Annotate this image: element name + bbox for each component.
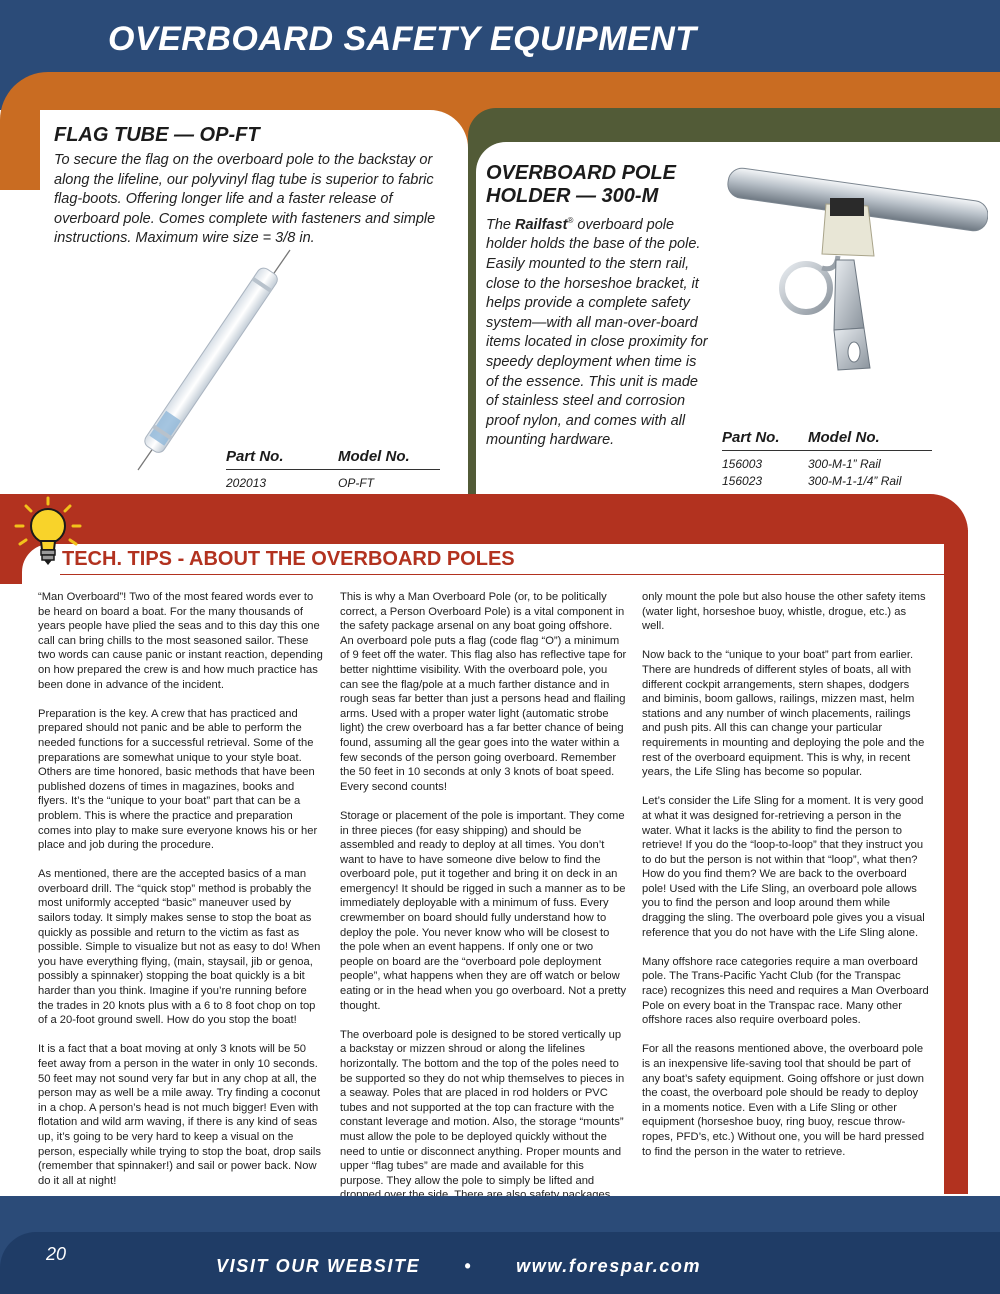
flag-tube-image bbox=[118, 248, 318, 478]
flag-tube-parts-table bbox=[226, 448, 440, 490]
part-no-header: Part No. bbox=[226, 448, 284, 465]
tech-tips-heading: TECH. TIPS - ABOUT THE OVERBOARD POLES bbox=[62, 548, 515, 570]
model-no-cell: OP-FT bbox=[338, 476, 374, 490]
desc-prefix: The bbox=[486, 216, 516, 233]
paragraph: “Man Overboard”! Two of the most feared words ever to be heard on board a boat. For the many thousands of years people have plied the seas and to this day this one call can bring chills to the most seasoned sailor. These two words can cause panic or instant reaction, depending on how prepared the crew is and how much practice has been done in advance of the incident. bbox=[38, 591, 323, 691]
paragraph: Now back to the “unique to your boat” part from earlier. There are hundreds of different styles of boats, all with different cockpit arrangements, stern shapes, dodgers and biminis, boom gallows, railings, mizzen mast, helm stations and any number of winch placements, railings and push pits. All this can change your particular requirements in mounting and deploying the pole and the rest of the overboard equipment. This is why, in recent years, the Life Sling has become so popular. bbox=[642, 649, 925, 779]
paragraph: Many offshore race categories require a man overboard pole. The Trans-Pacific Yacht Club (for the Transpac race) recognizes this need and requires a Man Overboard Pole on every boat in the Transpac race. Many other offshore races also require overboard poles. bbox=[642, 955, 929, 1027]
paragraph: This is why a Man Overboard Pole (or, to be politically correct, a Person Overboard Pole) is a vital component in the safety package arsenal on any boat going offshore. An overboard pole puts a flag (code flag “O”) a minimum of 9 feet off the water. This flag also has reflective tape for better nighttime visibility. With the overboard pole, you can see the flag/pole at a much farther distance and in rough seas far better than just a persons head and flailing arms. Used with a proper water light (automatic strobe light) the crew overboard has a far better chance of being found, assuming all the gear goes into the water within a few seconds of the person going overboard. Remember the 50 feet in 10 seconds at only 3 knots of boat speed. Every second counts! bbox=[340, 591, 627, 793]
part-no-cell: 156003 bbox=[722, 457, 763, 471]
pole-holder-parts-table bbox=[722, 429, 932, 488]
table-row bbox=[226, 476, 440, 490]
page-number: 20 bbox=[46, 1244, 67, 1264]
table-row bbox=[722, 457, 932, 471]
tips-column-1 bbox=[38, 590, 325, 1203]
tips-column-3 bbox=[642, 590, 929, 1174]
paragraph: Preparation is the key. A crew that has practiced and prepared should not panic and be able to perform the needed functions for a successful retrieval. Some of the preparations are somewhat unique to your style boat. Others are time honored, basic methods that have been published dozens of times in magazines, books and flyers. It’s the “unique to your boat” part that can be a problem. This is where the practice and preparation comes into play to make sure everyone knows his or her place and job during the procedure. bbox=[38, 707, 318, 852]
paragraph: The overboard pole is designed to be stored vertically up a backstay or mizzen shroud or along the lifelines horizontally. The bottom and the top of the poles need to be supported so they do not whip themselves to pieces in a seaway. Poles that are placed in rod holders or PVC tubes and not supported at the top can fracture with the constant leverage and motion. Also, the storage “mounts” must allow the pole to be deployed quickly without the need to untie or disconnect anything. Proper mounts and upper “flag tubes” are made and available for this purpose. They allow the pole to simply be lifted and bbox=[340, 1028, 625, 1187]
pole-holder-description bbox=[486, 211, 708, 451]
footer-website bbox=[216, 1256, 701, 1277]
table-header bbox=[226, 448, 440, 470]
bullet-separator: • bbox=[464, 1256, 473, 1276]
tech-tips-side-bar bbox=[944, 530, 968, 1194]
tech-tips-rule bbox=[60, 574, 944, 575]
model-no-cell: 300-M-1” Rail bbox=[808, 457, 881, 471]
paragraph: As mentioned, there are the accepted basics of a man overboard drill. The “quick stop” method is probably the most uniformly accepted “basic” maneuver used by sailors today. It simply makes sense to stop the boat as quickly as possible and return to the victim as fast as possible. Simple to visualize but not as easy to do! When you have everything flying, (main, staysail, jib or genoa, possibly a spinnaker) stopping the boat quickly is a bit harder than you think. Imagine if you’re running before the trades in 20 knots plus with a 6 to 8 foot chop on top of a 20-foot ground swell. How do you stop the boat! bbox=[38, 868, 321, 1027]
part-no-cell: 202013 bbox=[226, 476, 267, 490]
table-row bbox=[722, 474, 932, 488]
model-no-cell: 300-M-1-1/4” Rail bbox=[808, 474, 902, 488]
website-link[interactable]: www.forespar.com bbox=[516, 1256, 702, 1276]
flag-tube-description: To secure the flag on the overboard pole to the backstay or along the lifeline, our polyvinyl flag tube is superior to fabric flag-boots. Offering longer life and a faster release of overboard pole. Comes complete with fasteners and simple instructions. Maximum wire size = 3/8 in. bbox=[54, 152, 436, 246]
pole-holder-title: OVERBOARD POLE HOLDER — 300-M bbox=[486, 162, 677, 207]
paragraph: Let’s consider the Life Sling for a moment. It is very good at what it was designed for-retrieving a person in the water. What it lacks is the ability to find the person to retrieve! If you do the “loop-to-loop” that they instruct you to do but the person is not within that “loop”, what then? How do you find them? We are back to the overboard pole! Used with the Life Sling, an overboard pole allows you to find the person and loop around them while dragging the sling. The overboard pole gives you a visual reference that you do not have with the Life Sling alone. bbox=[642, 795, 925, 939]
flag-tube-title: FLAG TUBE — OP-FT bbox=[54, 124, 260, 146]
page-title: OVERBOARD SAFETY EQUIPMENT bbox=[108, 20, 697, 58]
registered-mark: ® bbox=[567, 216, 574, 225]
paragraph: Storage or placement of the pole is important. They come in three pieces (for easy shipping) and should be assembled and ready to deploy at all times. You don’t want to have to have someone dive below to find the overboard pole, put it together and bring it on deck in an emergency! It should be rigged in such a manner as to be immediately deployable with a minimum of fuss. Every crewmember on board should fully understand how to deploy the pole. You never know who will be closest to the pole when an event happens. If only one or two people on board are the “overboard pole deployment people”, what happens when they are off watch or below eating or in the head when you go overboard. Not a pretty thought. bbox=[340, 809, 627, 1012]
tips-column-2 bbox=[340, 590, 627, 1232]
paragraph: only mount the pole but also house the other safety items (water light, horseshoe buoy, whistle, drogue, etc.) as well. bbox=[642, 591, 926, 633]
paragraph: It is a fact that a boat moving at only 3 knots will be 50 feet away from a person in the water in only 10 seconds. 50 feet may not sound very far but in any chop at all, the person may as well be a mile away. Try finding a coconut in a chop. A person’s head is not much bigger! Even with flotation and wild arm waving, if there is any kind of seas up, it’s going to be very hard to keep a visual on the person, especially while trying to stop the boat, drop sails (remember that spinnaker!) and sail or power back. Now do it all at night! bbox=[38, 1043, 321, 1187]
part-no-cell: 156023 bbox=[722, 474, 763, 488]
table-header bbox=[722, 429, 932, 451]
pole-holder-image bbox=[718, 160, 988, 415]
model-no-header: Model No. bbox=[338, 448, 410, 465]
brand-name: Railfast bbox=[515, 216, 568, 233]
visit-label: VISIT OUR WEBSITE bbox=[216, 1256, 421, 1276]
model-no-header: Model No. bbox=[808, 429, 880, 446]
part-no-header: Part No. bbox=[722, 429, 780, 446]
paragraph: For all the reasons mentioned above, the overboard pole is an inexpensive life-saving tool that should be part of any boat’s safety equipment. Going offshore or just down the coast, the overboard pole should be ready to deploy in a moments notice. Even with a Life Sling or other equipment (horseshoe buoy, ring buoy, rescue throw-ropes, PFD’s, etc.) Without one, you will be hard pressed to find the person in the water to retrieve. bbox=[642, 1043, 925, 1158]
desc-body: overboard pole holder holds the base of the pole. Easily mounted to the stern rail, close to the horseshoe bracket, it helps provide a complete safety system—with all man-over-board items located in close proximity for speedy deployment when time is of the essence. This unit is made of stainless steel and corrosion proof nylon, and comes with all mounting hardware. bbox=[486, 216, 708, 449]
